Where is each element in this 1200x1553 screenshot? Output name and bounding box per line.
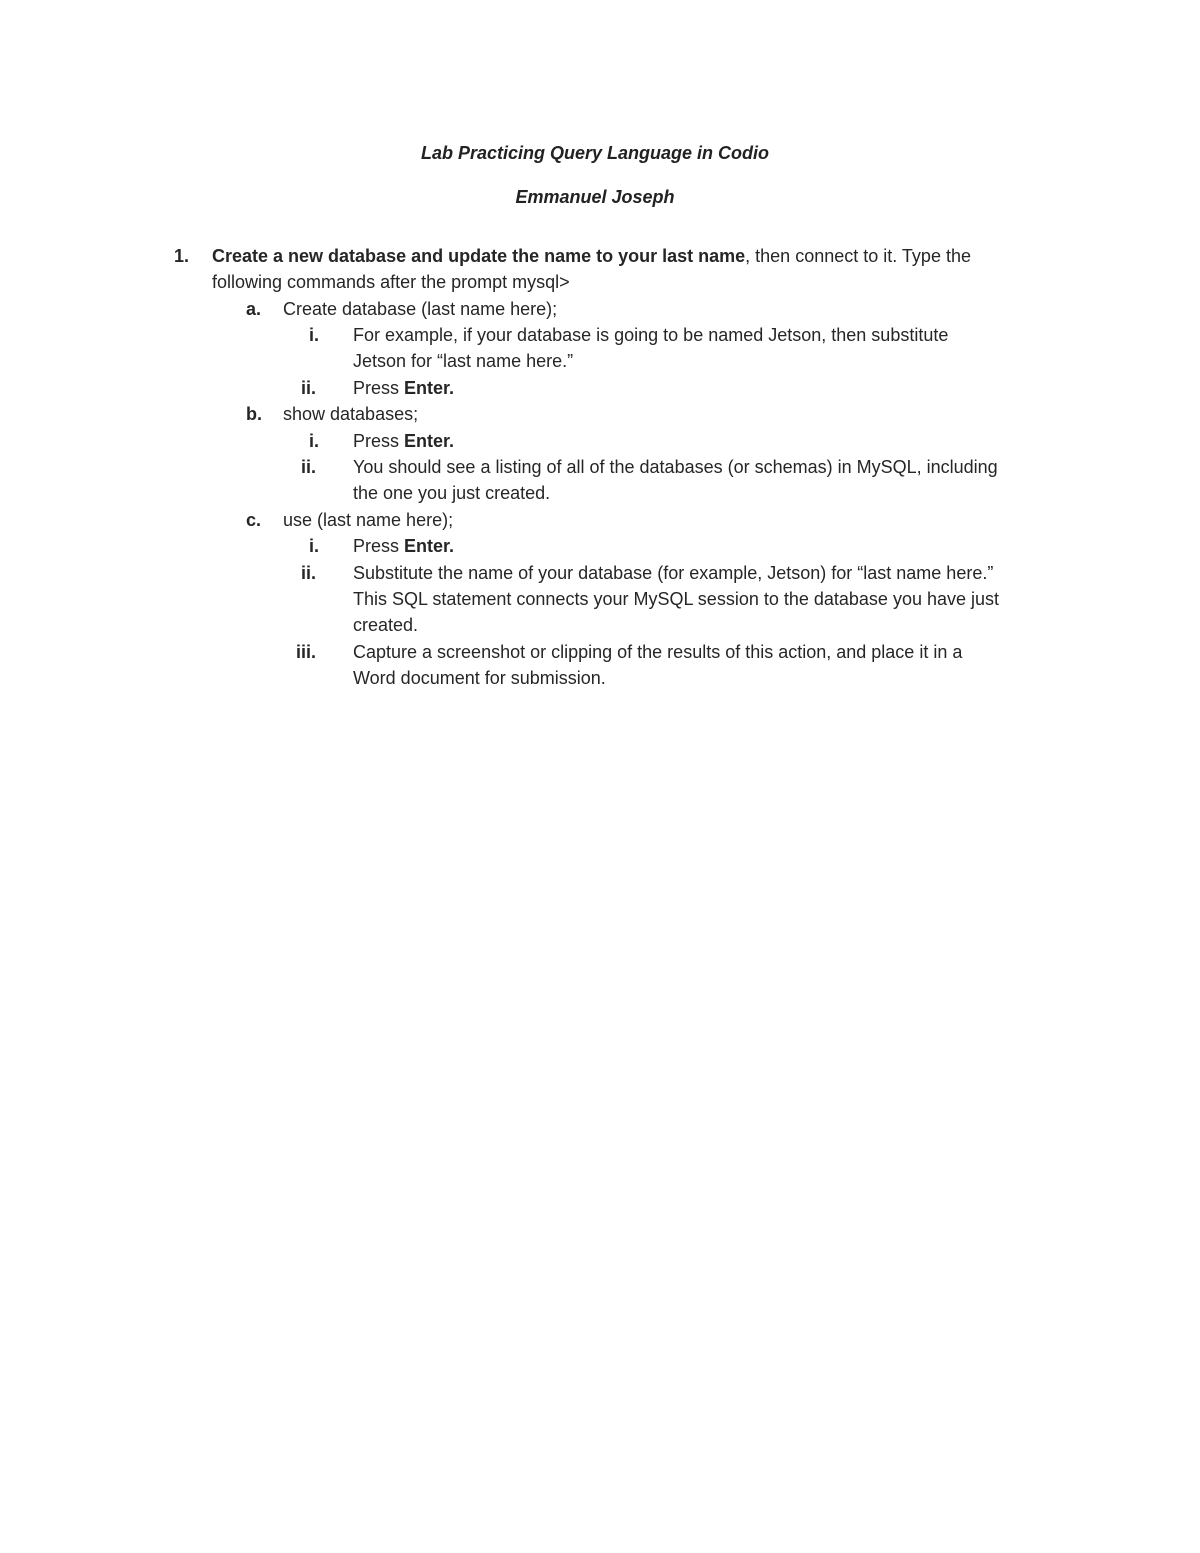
step-1-line-2: following commands after the prompt mysql> xyxy=(212,272,570,292)
step-c-i-text xyxy=(353,533,454,559)
step-c-ii-line-2: This SQL statement connects your MySQL session to the database you have just xyxy=(353,589,1000,609)
step-c-ii-line-3: created. xyxy=(353,615,419,635)
enter-key-text: Enter xyxy=(404,536,450,556)
step-a-i-line-1: For example, if your database is going to be named Jetson, then substitute xyxy=(353,325,949,345)
document-title: Lab Practicing Query Language in Codio xyxy=(420,143,770,163)
step-c-text: use (last name here); xyxy=(283,510,454,530)
list-marker-c: c. xyxy=(246,510,262,530)
step-a-i-line-2: Jetson for “last name here.” xyxy=(353,351,574,371)
step-b-text: show databases; xyxy=(283,404,419,424)
step-a-ii-text xyxy=(353,375,454,401)
press-text: Press xyxy=(353,536,405,556)
step-1-bold-text: Create a new database and update the name to your last name xyxy=(212,246,746,266)
list-marker-c-iii: iii. xyxy=(296,642,317,662)
press-text: Press xyxy=(353,431,405,451)
enter-key-text: Enter xyxy=(404,378,450,398)
list-marker-a-ii: ii. xyxy=(301,378,317,398)
list-marker-c-ii: ii. xyxy=(301,563,317,583)
list-marker-b-ii: ii. xyxy=(301,457,317,477)
list-marker-b: b. xyxy=(246,404,262,424)
document-author: Emmanuel Joseph xyxy=(515,187,675,207)
list-marker-b-i: i. xyxy=(309,431,320,451)
step-c-iii-line-2: Word document for submission. xyxy=(353,668,606,688)
list-marker-a: a. xyxy=(246,299,262,319)
enter-key-text: Enter xyxy=(404,431,450,451)
step-1-rest-text: , then connect to it. Type the xyxy=(745,246,971,266)
step-c-iii-line-1: Capture a screenshot or clipping of the results of this action, and place it in a xyxy=(353,642,963,662)
step-1-line-1 xyxy=(212,243,971,269)
period-text: . xyxy=(449,378,455,398)
period-text: . xyxy=(449,536,455,556)
step-a-text: Create database (last name here); xyxy=(283,299,558,319)
list-marker-c-i: i. xyxy=(309,536,320,556)
period-text: . xyxy=(449,431,455,451)
list-marker-a-i: i. xyxy=(309,325,320,345)
list-marker-1: 1. xyxy=(174,246,190,266)
step-b-ii-line-1: You should see a listing of all of the databases (or schemas) in MySQL, including xyxy=(353,457,998,477)
step-b-ii-line-2: the one you just created. xyxy=(353,483,551,503)
press-text: Press xyxy=(353,378,405,398)
step-b-i-text xyxy=(353,428,454,454)
step-c-ii-line-1: Substitute the name of your database (for example, Jetson) for “last name here.” xyxy=(353,563,994,583)
